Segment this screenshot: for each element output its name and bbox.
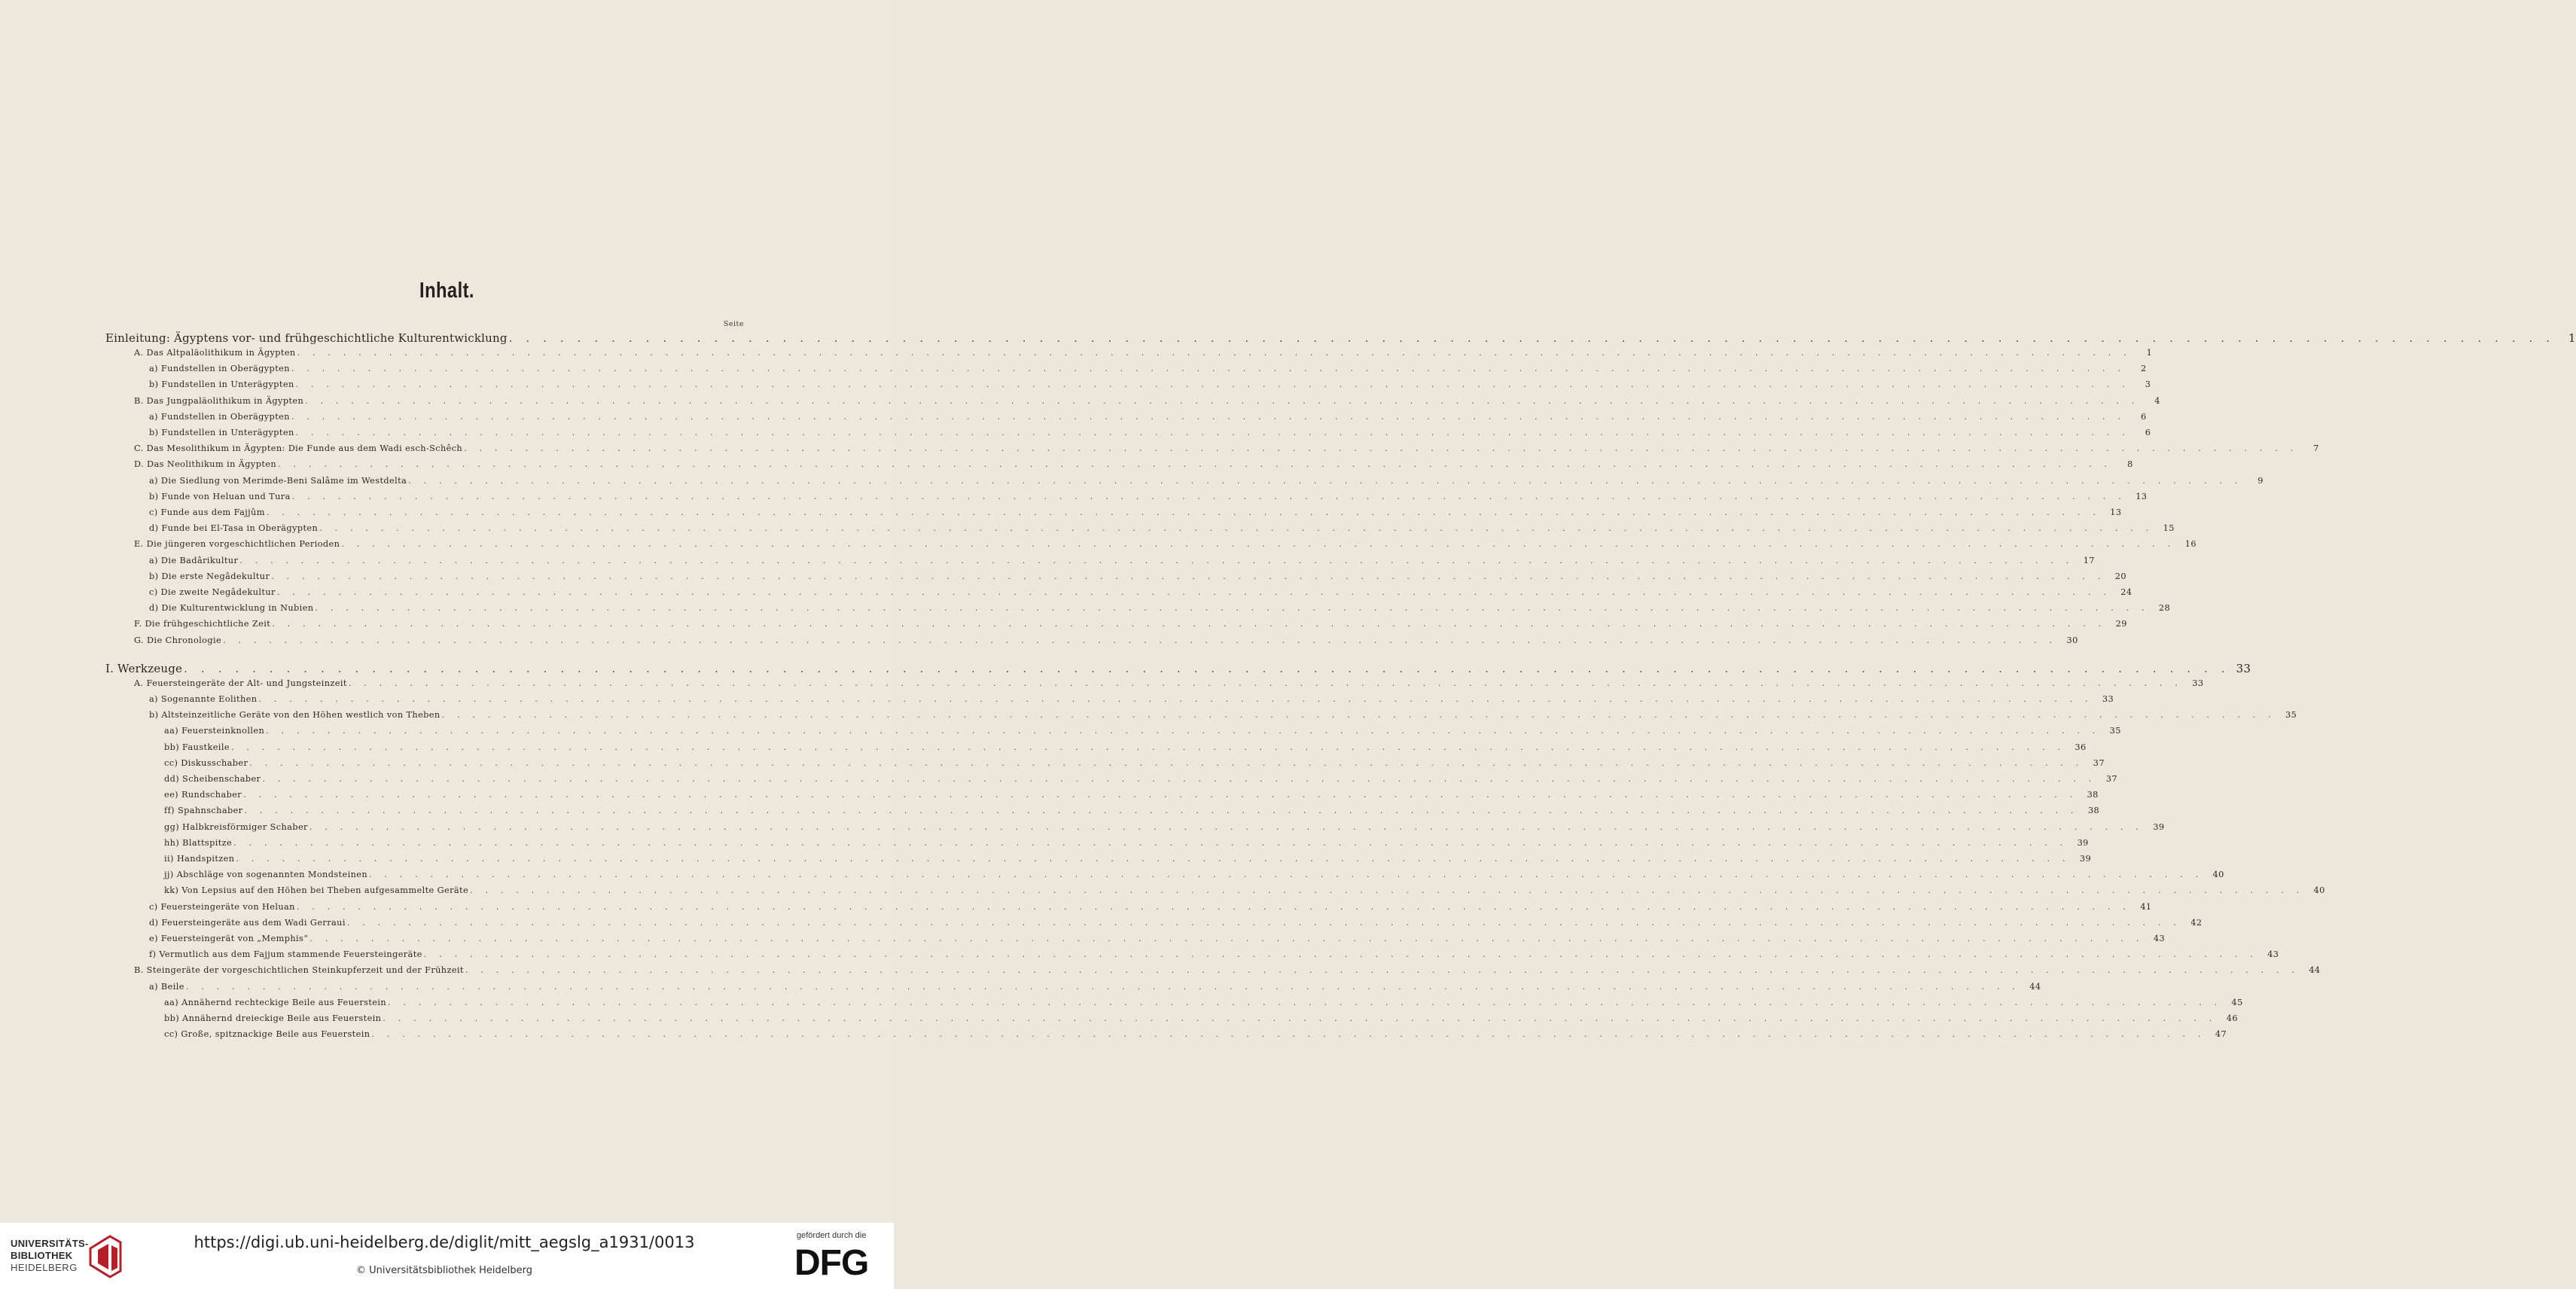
toc-leader-dots: . . . . . . . . . . . . . . . . . . . . . . . . . . . . . . . . . . . . . . . . . . . . . . . . . . . . . . . . . . . . . . . . . . . . . . . . . . . . . . . . . . . . . . . . . . . . . . . . . . . . . . . . . . . . . . . . . . . . . . . . — [465, 965, 2300, 976]
toc-entry — [134, 443, 2319, 457]
copyright-notice: © Universitätsbibliothek Heidelberg — [355, 1265, 532, 1276]
toc-entry — [134, 539, 2196, 553]
toc-leader-dots: . . . . . . . . . . . . . . . . . . . . . . . . . . . . . . . . . . . . . . . . . . . . . . . . . . . . . . . . . . . . . . . . . . . . . . . . . . . . . . . . . . . . . . . . . . . . . . . . . . . . . . . . . . . . . . . . . . . . . . . . — [470, 885, 2304, 896]
toc-entry-page: 38 — [2087, 806, 2100, 816]
toc-entry-page: 7 — [2313, 443, 2319, 454]
toc-entry-label: c) Die zweite Negâdekultur — [149, 587, 276, 597]
toc-leader-dots: . . . . . . . . . . . . . . . . . . . . . . . . . . . . . . . . . . . . . . . . . . . . . . . . . . . . . . . . . . . . . . . . . . . . . . . . . . . . . . . . . . . . . . . . . . . . . . . . . . . . . . . . . . . . . . . . . . . . . . . . — [236, 854, 2071, 864]
toc-leader-dots: . . . . . . . . . . . . . . . . . . . . . . . . . . . . . . . . . . . . . . . . . . . . . . . . . . . . . . . . . . . . . . . . . . . . . . . . . . . . . . . . . . . . . . . . . . . . . . . . . . . . . . . . . . . . . . . . . . . . . . . . — [369, 870, 2203, 880]
toc-leader-dots: . . . . . . . . . . . . . . . . . . . . . . . . . . . . . . . . . . . . . . . . . . . . . . . . . . . . . . . . . . . . . . . . . . . . . . . . . . . . . . . . . . . . . . . . . . . . . . . . . . . . . . . . . . . . . . . . . . . . . . . . — [296, 901, 2131, 912]
toc-entry-page: 40 — [2212, 870, 2224, 880]
toc-entry-label: d) Feuersteingeräte aus dem Wadi Gerraui — [149, 917, 346, 928]
page-column-label: Seite — [723, 320, 744, 328]
toc-entry-page: 35 — [2109, 726, 2121, 736]
toc-entry-label: cc) Diskusschaber — [164, 757, 248, 768]
toc-entry-page: 41 — [2140, 901, 2152, 912]
page-title: Inhalt. — [419, 279, 474, 303]
toc-entry — [164, 821, 2165, 836]
toc-entry-page: 30 — [2066, 635, 2078, 645]
toc-entry-label: cc) Große, spitznackige Beile aus Feuerstein — [164, 1029, 370, 1040]
toc-leader-dots: . . . . . . . . . . . . . . . . . . . . . . . . . . . . . . . . . . . . . . . . . . . . . . . . . . . . . . . . . . . . . . . . . . . . . . . . . . . . . . . . . . . . . . . . . . . . . . . . . . . . . . . . . . . . . . . . . . . . . . . . — [271, 571, 2105, 581]
toc-leader-dots: . . . . . . . . . . . . . . . . . . . . . . . . . . . . . . . . . . . . . . . . . . . . . . . . . . . . . . . . . . . . . . . . . . . . . . . . . . . . . . . . . . . . . . . . . . . . . . . . . . . . . . . . . . . . . . . . . . . . . . . . — [383, 1013, 2217, 1023]
toc-entry — [149, 603, 2171, 617]
toc-entry-page: 44 — [2309, 965, 2321, 976]
toc-entry-page: 40 — [2313, 885, 2325, 896]
toc-entry-label: D. Das Neolithikum in Ägypten — [134, 459, 277, 470]
toc-leader-dots: . . . . . . . . . . . . . . . . . . . . . . . . . . . . . . . . . . . . . . . . . . . . . . . . . . . . . . . . . . . . . . . . . . . . . . . . . . . . . . . . . . . . . . . . . . . . . . . . . . . . . . . . . . . . . . . . . . . . . . . . — [291, 364, 2126, 374]
toc-leader-dots: . . . . . . . . . . . . . . . . . . . . . . . . . . . . . . . . . . . . . . . . . . . . . . . . . . . . . . . . . . . . . . . . . . . . . . . . . . . . . . . . . . . . . . . . . . . . . . . . . . . . . . . . . . . . . . . . . . . . . . . . — [291, 491, 2126, 501]
toc-leader-dots: . . . . . . . . . . . . . . . . . . . . . . . . . . . . . . . . . . . . . . . . . . . . . . . . . . . . . . . . . . . . . . . . . . . . . . . . . . . . . . . . . . . . . . . . . . . . . . . . . . . . . . . . . . . . . . . . . . . . . . . . — [230, 742, 2065, 752]
toc-entry-label: B. Steingeräte der vorgeschichtlichen Steinkupferzeit und der Frühzeit — [134, 965, 464, 976]
toc-entry-page: 35 — [2285, 710, 2297, 721]
toc-entry — [134, 965, 2321, 979]
toc-leader-dots: . . . . . . . . . . . . . . . . . . . . . . . . . . . . . . . . . . . . . . . . . . . . . . . . . . . . . . . . . . . . . . . . . . . . . . . . . . . . . . . . . . . . . . . . . . . . . . . . . . . . . . . . . . . . . . . . . . . . . . . . — [464, 443, 2298, 454]
toc-entry-label: b) Fundstellen in Unterägypten — [149, 379, 294, 390]
toc-entry-label: aa) Feuersteinknollen — [164, 726, 265, 736]
toc-leader-dots: . . . . . . . . . . . . . . . . . . . . . . . . . . . . . . . . . . . . . . . . . . . . . . . . . . . . . . . . . . . . . . . . . . . . . . . . . . . . . . . . . . . . . . . . . . . . . . . . . . . . . . . . . . . . . . . . . . . . . . . . — [278, 459, 2112, 470]
toc-entry-page: 33 — [2192, 678, 2204, 688]
toc-entry — [149, 571, 2126, 585]
toc-leader-dots: . . . . . . . . . . . . . . . . . . . . . . . . . . . . . . . . . . . . . . . . . . . . . . . . . . . . . . . . . . . . . . . . . . . . . . . . . . . . . . . . . . . . . . . . . . . . . . . . . . . . . . . . . . . . . . . . . . . . . . . . — [309, 821, 2144, 832]
toc-entry-page: 9 — [2257, 475, 2264, 486]
toc-entry-label: a) Sogenannte Eolithen — [149, 694, 258, 704]
toc-entry-label: hh) Blattspitze — [164, 837, 233, 848]
toc-entry-label: b) Altsteinzeitliche Geräte von den Höhen westlich von Theben — [149, 710, 441, 721]
toc-leader-dots: . . . . . . . . . . . . . . . . . . . . . . . . . . . . . . . . . . . . . . . . . . . . . . . . . . . . . . . . . . . . . . . . . . . . . . . . . . . . . . . . . . . . . . . . . . . . . . . . . . . . . . . . . . . . . . . . . . . . . . . . — [441, 710, 2276, 721]
toc-entry — [164, 742, 2087, 756]
toc-leader-dots: . . . . . . . . . . . . . . . . . . . . . . . . . . . . . . . . . . . . . . . . . . . . . . . . . . . . . . . . . . . . . . . . . . . . . . . . . . . . . . . . . . . . . . . . . . . . . . . . . . . . . . . . . . . . . . . . . . . . . . . . — [243, 790, 2078, 800]
toc-entry-label: b) Die erste Negâdekultur — [149, 571, 270, 581]
toc-entry-label: b) Fundstellen in Unterägypten — [149, 428, 294, 437]
toc-entry-label: a) Fundstellen in Oberägypten — [149, 411, 290, 422]
toc-entry-page: 43 — [2267, 949, 2279, 960]
toc-entry-page: 43 — [2153, 934, 2166, 943]
funder-caption: gefördert durch die — [797, 1231, 867, 1240]
toc-entry — [164, 854, 2092, 867]
toc-entry — [134, 395, 2160, 410]
toc-leader-dots: . . . . . . . . . . . . . . . . . . . . . . . . . . . . . . . . . . . . . . . . . . . . . . . . . . . . . . . . . . . . . . . . . . . . . . . . . . . . . . . . . . . . . . . . . . . . . . . . . . . . . . . . . . . . . . . . . . . . . . . . — [408, 475, 2242, 486]
toc-entry-label: c) Funde aus dem Fajjûm — [149, 507, 265, 517]
toc-entry — [149, 379, 2151, 393]
toc-entry — [149, 981, 2041, 995]
toc-entry-page: 6 — [2145, 428, 2151, 437]
toc-entry-label: d) Die Kulturentwicklung in Nubien — [149, 603, 314, 614]
library-name-line1: UNIVERSITÄTS- — [11, 1238, 89, 1249]
toc-entry-label: dd) Scheibenschaber — [164, 774, 261, 784]
toc-entry-label: bb) Annähernd dreieckige Beile aus Feuerstein — [164, 1013, 382, 1023]
toc-entry-label: aa) Annähernd rechteckige Beile aus Feuerstein — [164, 997, 387, 1007]
toc-entry-label: a) Beile — [149, 981, 184, 992]
toc-entry-label: f) Vermutlich aus dem Fajjum stammende Feuersteingeräte — [149, 949, 422, 960]
toc-entry-page: 36 — [2075, 742, 2087, 752]
library-logo[interactable] — [11, 1238, 89, 1274]
toc-leader-dots: . . . . . . . . . . . . . . . . . . . . . . . . . . . . . . . . . . . . . . . . . . . . . . . . . . . . . . . . . . . . . . . . . . . . . . . . . . . . . . . . . . . . . . . . . . . . . . . . . . . . . . . . . . . . . . . . . . . . . . . . — [508, 331, 2555, 345]
toc-entry-page: 42 — [2190, 917, 2203, 928]
toc-entry-label: I. Werkzeuge — [105, 661, 183, 675]
toc-entry — [164, 757, 2105, 772]
toc-entry-page: 24 — [2120, 587, 2132, 597]
toc-entry — [149, 411, 2147, 425]
toc-leader-dots: . . . . . . . . . . . . . . . . . . . . . . . . . . . . . . . . . . . . . . . . . . . . . . . . . . . . . . . . . . . . . . . . . . . . . . . . . . . . . . . . . . . . . . . . . . . . . . . . . . . . . . . . . . . . . . . . . . . . . . . . — [266, 726, 2100, 736]
toc-leader-dots: . . . . . . . . . . . . . . . . . . . . . . . . . . . . . . . . . . . . . . . . . . . . . . . . . . . . . . . . . . . . . . . . . . . . . . . . . . . . . . . . . . . . . . . . . . . . . . . . . . . . . . . . . . . . . . . . . . . . . . . . — [371, 1029, 2206, 1040]
toc-entry-label: G. Die Chronologie — [134, 635, 222, 645]
toc-entry — [164, 997, 2243, 1011]
dfg-logo[interactable]: DFG — [794, 1243, 869, 1283]
toc-entry-label: C. Das Mesolithikum in Ägypten: Die Funde aus dem Wadi esch-Schêch — [134, 443, 463, 454]
toc-entry-page: 28 — [2158, 603, 2171, 614]
toc-leader-dots: . . . . . . . . . . . . . . . . . . . . . . . . . . . . . . . . . . . . . . . . . . . . . . . . . . . . . . . . . . . . . . . . . . . . . . . . . . . . . . . . . . . . . . . . . . . . . . . . . . . . . . . . . . . . . . . . . . . . . . . . — [297, 348, 2132, 358]
toc-entry-label: gg) Halbkreisförmiger Schaber — [164, 821, 308, 832]
toc-entry-page: 38 — [2087, 790, 2099, 800]
toc-leader-dots: . . . . . . . . . . . . . . . . . . . . . . . . . . . . . . . . . . . . . . . . . . . . . . . . . . . . . . . . . . . . . . . . . . . . . . . . . . . . . . . . . . . . . . . . . . . . . . . . . . . . . . . . . . . . . . . . . . . . . . . . — [223, 635, 2057, 645]
toc-leader-dots: . . . . . . . . . . . . . . . . . . . . . . . . . . . . . . . . . . . . . . . . . . . . . . . . . . . . . . . . . . . . . . . . . . . . . . . . . . . . . . . . . . . . . . . . . . . . . . . . . . . . . . . . . . . . . . . . . . . . . . . . — [295, 428, 2130, 437]
toc-leader-dots: . . . . . . . . . . . . . . . . . . . . . . . . . . . . . . . . . . . . . . . . . . . . . . . . . . . . . . . . . . . . . . . . . . . . . . . . . . . . . . . . . . . . . . . . . . . . . . . . . . . . . . . . . . . . . . . . . . . . . . . . — [315, 603, 2150, 614]
toc-entry-page: 46 — [2226, 1013, 2238, 1023]
toc-entry-page: 45 — [2231, 997, 2243, 1007]
toc-entry-page: 39 — [2079, 854, 2092, 864]
toc-entry-page: 33 — [2102, 694, 2114, 704]
toc-entry — [149, 428, 2151, 441]
toc-entry-page: 3 — [2145, 379, 2151, 390]
permalink-url[interactable]: https://digi.ub.uni-heidelberg.de/diglit/mitt_aegslg_a1931/0013 — [194, 1233, 695, 1251]
toc-entry-label: ee) Rundschaber — [164, 790, 242, 800]
toc-entry-label: c) Feuersteingeräte von Heluan — [149, 901, 295, 912]
toc-leader-dots: . . . . . . . . . . . . . . . . . . . . . . . . . . . . . . . . . . . . . . . . . . . . . . . . . . . . . . . . . . . . . . . . . . . . . . . . . . . . . . . . . . . . . . . . . . . . . . . . . . . . . . . . . . . . . . . . . . . . . . . . — [249, 757, 2084, 768]
toc-entry-label: A. Feuersteingeräte der Alt- und Jungsteinzeit — [134, 678, 347, 688]
toc-entry — [149, 710, 2297, 724]
toc-leader-dots: . . . . . . . . . . . . . . . . . . . . . . . . . . . . . . . . . . . . . . . . . . . . . . . . . . . . . . . . . . . . . . . . . . . . . . . . . . . . . . . . . . . . . . . . . . . . . . . . . . . . . . . . . . . . . . . . . . . . . . . . — [272, 619, 2106, 629]
toc-entry-page: 13 — [2135, 491, 2148, 501]
toc-entry — [164, 790, 2099, 803]
toc-leader-dots: . . . . . . . . . . . . . . . . . . . . . . . . . . . . . . . . . . . . . . . . . . . . . . . . . . . . . . . . . . . . . . . . . . . . . . . . . . . . . . . . . . . . . . . . . . . . . . . . . . . . . . . . . . . . . . . . . . . . . . . . — [309, 934, 2145, 943]
toc-leader-dots: . . . . . . . . . . . . . . . . . . . . . . . . . . . . . . . . . . . . . . . . . . . . . . . . . . . . . . . . . . . . . . . . . . . . . . . . . . . . . . . . . . . . . . . . . . . . . . . . . . . . . . . . . . . . . . . . . . . . . . . . — [185, 981, 2020, 992]
toc-entry — [149, 949, 2279, 963]
toc-leader-dots: . . . . . . . . . . . . . . . . . . . . . . . . . . . . . . . . . . . . . . . . . . . . . . . . . . . . . . . . . . . . . . . . . . . . . . . . . . . . . . . . . . . . . . . . . . . . . . . . . . . . . . . . . . . . . . . . . . . . . . . . — [239, 555, 2074, 565]
toc-leader-dots: . . . . . . . . . . . . . . . . . . . . . . . . . . . . . . . . . . . . . . . . . . . . . . . . . . . . . . . . . . . . . . . . . . . . . . . . . . . . . . . . . . . . . . . . . . . . . . . . . . . . . . . . . . . . . . . . . . . . . . . . — [295, 379, 2130, 390]
toc-entry-label: kk) Von Lepsius auf den Höhen bei Theben aufgesammelte Geräte — [164, 885, 469, 896]
toc-leader-dots: . . . . . . . . . . . . . . . . . . . . . . . . . . . . . . . . . . . . . . . . . . . . . . . . . . . . . . . . . . . . . . . . . . . . . . . . . . . . . . . . . . . . . . . . . . . . . . . . . . . . . . . . . . . . . . . . . . . . . . . . — [276, 587, 2111, 597]
toc-leader-dots: . . . . . . . . . . . . . . . . . . . . . . . . . . . . . . . . . . . . . . . . . . . . . . . . . . . . . . . . . . . . . . . . . . . . . . . . . . . . . . . . . . . . . . . . . . . . . . . . . . . . . . . . . . . . . . . . . . . . . . . . — [266, 507, 2101, 517]
toc-leader-dots: . . . . . . . . . . . . . . . . . . . . . . . . . . . . . . . . . . . . . . . . . . . . . . . . . . . . . . . . . . . . . . . . . . . . . . . . . . . . . . . . . . . . . . . . . . . . . . . . . . . . . . . . . . . . . . . . . . . . . . . . — [423, 949, 2258, 960]
toc-entry — [149, 587, 2132, 601]
toc-entry-label: a) Die Siedlung von Merimde-Beni Salâme im Westdelta — [149, 475, 407, 486]
toc-entry — [149, 901, 2152, 916]
toc-entry-label: A. Das Altpaläolithikum in Ägypten — [134, 348, 296, 358]
toc-entry — [164, 726, 2121, 739]
toc-leader-dots: . . . . . . . . . . . . . . . . . . . . . . . . . . . . . . . . . . . . . . . . . . . . . . . . . . . . . . . . . . . . . . . . . . . . . . . . . . . . . . . . . . . . . . . . . . . . . . . . . . . . . . . . . . . . . . . . . . . . . . . . — [348, 678, 2183, 688]
toc-entry-label: e) Feuersteingerät von „Memphis“ — [149, 934, 309, 943]
toc-entry-label: ii) Handspitzen — [164, 854, 235, 864]
toc-entry-page: 39 — [2077, 837, 2089, 848]
toc-leader-dots: . . . . . . . . . . . . . . . . . . . . . . . . . . . . . . . . . . . . . . . . . . . . . . . . . . . . . . . . . . . . . . . . . . . . . . . . . . . . . . . . . . . . . . . . . . . . . . . . . . . . . . . . . . . . . . . . . . . . . . . . — [244, 806, 2079, 816]
toc-entry — [105, 661, 2251, 675]
toc-entry — [134, 348, 2153, 361]
toc-entry-label: a) Die Badârikultur — [149, 555, 239, 565]
toc-leader-dots: . . . . . . . . . . . . . . . . . . . . . . . . . . . . . . . . . . . . . . . . . . . . . . . . . . . . . . . . . . . . . . . . . . . . . . . . . . . . . . . . . . . . . . . . . . . . . . . . . . . . . . . . . . . . . . . . . . . . . . . . — [262, 774, 2096, 784]
toc-leader-dots: . . . . . . . . . . . . . . . . . . . . . . . . . . . . . . . . . . . . . . . . . . . . . . . . . . . . . . . . . . . . . . . . . . . . . . . . . . . . . . . . . . . . . . . . . . . . . . . . . . . . . . . . . . . . . . . . . . . . . . . . — [319, 523, 2154, 534]
toc-entry-page: 13 — [2110, 507, 2122, 517]
toc-entry-page: 37 — [2105, 774, 2117, 784]
toc-entry-page: 1 — [2568, 331, 2576, 345]
viewer-footer — [0, 1223, 894, 1289]
toc-entry-label: jj) Abschläge von sogenannten Mondsteinen — [164, 870, 368, 880]
toc-entry-page: 16 — [2184, 539, 2196, 550]
toc-entry-page: 39 — [2153, 821, 2165, 832]
toc-leader-dots: . . . . . . . . . . . . . . . . . . . . . . . . . . . . . . . . . . . . . . . . . . . . . . . . . . . . . . . . . . . . . . . . . . . . . . . . . . . . . . . . . . . . . . . . . . . . . . . . . . . . . . . . . . . . . . . . . . . . . . . . — [258, 694, 2093, 704]
toc-entry-label: ff) Spahnschaber — [164, 806, 243, 816]
toc-entry — [164, 1013, 2238, 1027]
toc-entry — [105, 331, 2576, 345]
toc-entry-page: 33 — [2236, 661, 2251, 675]
toc-entry-page: 44 — [2029, 981, 2041, 992]
toc-entry-label: a) Fundstellen in Oberägypten — [149, 364, 290, 374]
toc-leader-dots: . . . . . . . . . . . . . . . . . . . . . . . . . . . . . . . . . . . . . . . . . . . . . . . . . . . . . . . . . . . . . . . . . . . . . . . . . . . . . . . . . . . . . . . . . . . . . . . . . . . . . . . . . . . . . . . . . . . . . . . . — [346, 917, 2181, 928]
library-name-line2: BIBLIOTHEK — [11, 1250, 73, 1261]
toc-entry-page: 20 — [2114, 571, 2126, 581]
toc-leader-dots: . . . . . . . . . . . . . . . . . . . . . . . . . . . . . . . . . . . . . . . . . . . . . . . . . . . . . . . . . . . . . . . . . . . . . . . . . . . . . . . . . . . . . . . . . . . . . . . . . . . . . . . . . . . . . . . . . . . . . . . . — [341, 539, 2175, 550]
toc-entry — [164, 806, 2100, 819]
toc-entry-page: 47 — [2215, 1029, 2227, 1040]
toc-entry — [149, 917, 2203, 931]
toc-leader-dots: . . . . . . . . . . . . . . . . . . . . . . . . . . . . . . . . . . . . . . . . . . . . . . . . . . . . . . . . . . . . . . . . . . . . . . . . . . . . . . . . . . . . . . . . . . . . . . . . . . . . . . . . . . . . . . . . . . . . . . . . — [184, 661, 2230, 675]
toc-entry-label: B. Das Jungpaläolithikum in Ägypten — [134, 395, 304, 406]
toc-entry — [149, 523, 2175, 537]
toc-entry — [134, 635, 2078, 649]
library-name-line3: HEIDELBERG — [11, 1262, 78, 1273]
toc-entry-page: 1 — [2146, 348, 2153, 358]
toc-entry — [164, 870, 2224, 883]
toc-entry-page: 15 — [2163, 523, 2175, 534]
toc-entry-label: Einleitung: Ägyptens vor- und frühgeschichtliche Kulturentwicklung — [105, 331, 508, 345]
toc-entry-page: 37 — [2093, 757, 2105, 768]
toc-leader-dots: . . . . . . . . . . . . . . . . . . . . . . . . . . . . . . . . . . . . . . . . . . . . . . . . . . . . . . . . . . . . . . . . . . . . . . . . . . . . . . . . . . . . . . . . . . . . . . . . . . . . . . . . . . . . . . . . . . . . . . . . — [388, 997, 2222, 1007]
toc-entry-label: F. Die frühgeschichtliche Zeit — [134, 619, 271, 629]
toc-entry-label: E. Die jüngeren vorgeschichtlichen Perioden — [134, 539, 340, 550]
toc-entry — [149, 934, 2166, 947]
toc-entry-label: bb) Faustkeile — [164, 742, 230, 752]
toc-entry-page: 4 — [2154, 395, 2160, 406]
toc-entry — [149, 491, 2148, 505]
library-emblem-icon — [87, 1232, 125, 1278]
toc-entry — [149, 475, 2264, 489]
toc-entry — [149, 694, 2114, 708]
toc-entry-page: 8 — [2127, 459, 2133, 470]
toc-entry-label: b) Funde von Heluan und Tura — [149, 491, 291, 501]
toc-entry — [164, 837, 2089, 852]
toc-leader-dots: . . . . . . . . . . . . . . . . . . . . . . . . . . . . . . . . . . . . . . . . . . . . . . . . . . . . . . . . . . . . . . . . . . . . . . . . . . . . . . . . . . . . . . . . . . . . . . . . . . . . . . . . . . . . . . . . . . . . . . . . — [233, 837, 2068, 848]
toc-leader-dots: . . . . . . . . . . . . . . . . . . . . . . . . . . . . . . . . . . . . . . . . . . . . . . . . . . . . . . . . . . . . . . . . . . . . . . . . . . . . . . . . . . . . . . . . . . . . . . . . . . . . . . . . . . . . . . . . . . . . . . . . — [291, 411, 2126, 422]
toc-entry — [149, 364, 2147, 377]
toc-entry-page: 6 — [2140, 411, 2147, 422]
toc-entry — [164, 774, 2117, 788]
toc-entry — [149, 555, 2095, 569]
toc-entry-page: 17 — [2083, 555, 2095, 565]
toc-entry-page: 2 — [2140, 364, 2147, 374]
toc-entry — [134, 459, 2133, 473]
toc-entry — [134, 619, 2127, 632]
toc-entry — [164, 885, 2325, 899]
toc-entry — [164, 1029, 2227, 1043]
toc-entry — [149, 507, 2122, 521]
toc-entry-page: 29 — [2115, 619, 2127, 629]
toc-entry-label: d) Funde bei El-Tasa in Oberägypten — [149, 523, 319, 534]
toc-leader-dots: . . . . . . . . . . . . . . . . . . . . . . . . . . . . . . . . . . . . . . . . . . . . . . . . . . . . . . . . . . . . . . . . . . . . . . . . . . . . . . . . . . . . . . . . . . . . . . . . . . . . . . . . . . . . . . . . . . . . . . . . — [305, 395, 2139, 406]
toc-entry — [134, 678, 2204, 692]
